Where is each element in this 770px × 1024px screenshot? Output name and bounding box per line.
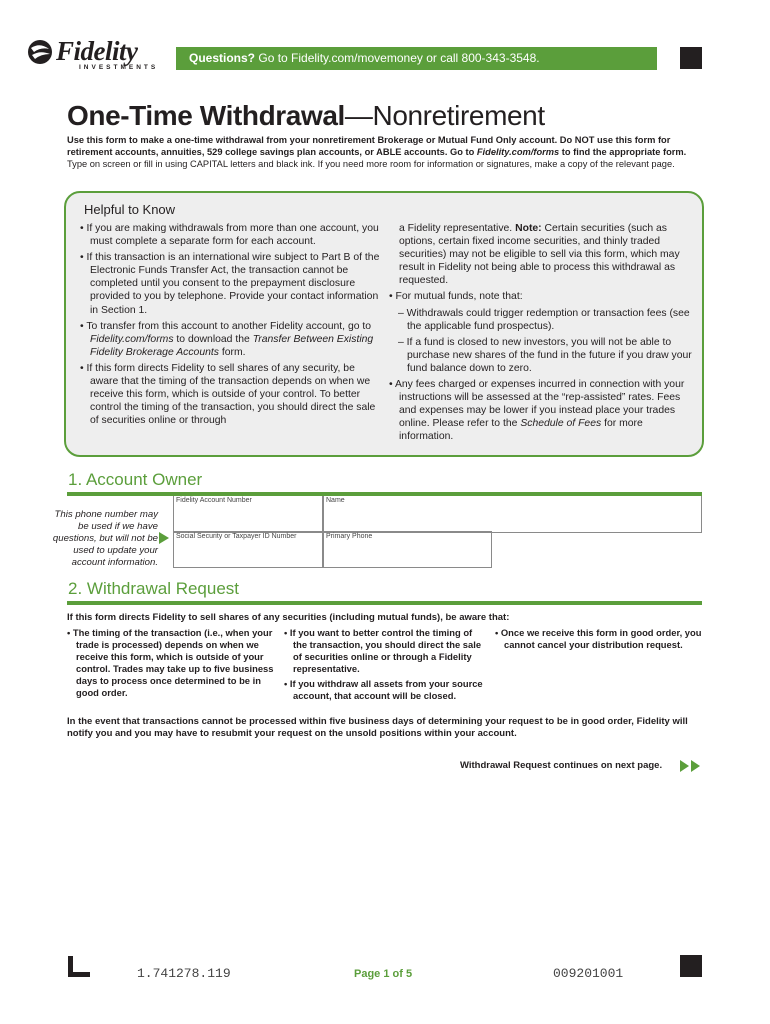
questions-label: Questions?	[189, 51, 256, 65]
helpful-item-transfer: • To transfer from this account to another Fidelity account, go to Fidelity.com/forms to download the Transfer Between Existing Fidelity Brokerage Accounts form.	[80, 320, 374, 358]
name-field[interactable]	[323, 496, 702, 533]
intro-paragraph	[67, 134, 707, 170]
helpful-subitem: – Withdrawals could trigger redemption or transaction fees (see the applicable fund prospectus).	[398, 307, 690, 332]
helpful-subitem: – If a fund is closed to new investors, you will not be able to purchase new shares of the fund in the future if you draw your fund balance down to zero.	[398, 336, 692, 374]
questions-banner	[176, 47, 657, 70]
continues-next-page: Withdrawal Request continues on next page.	[460, 760, 663, 771]
title-dash: —	[344, 100, 373, 131]
title-main: One-Time Withdrawal	[67, 100, 345, 131]
page-title	[67, 100, 545, 132]
primary-phone-label: Primary Phone	[326, 533, 373, 540]
withdrawal-intro: If this form directs Fidelity to sell shares of any securities (including mutual funds), be aware that:	[67, 612, 510, 623]
title-sub: Nonretirement	[372, 100, 545, 131]
transfer-forms-link[interactable]: Fidelity.com/forms	[90, 333, 174, 345]
form-code-right: 009201001	[553, 966, 624, 981]
questions-text: Go to Fidelity.com/movemoney or call 800-343-3548.	[258, 51, 540, 65]
account-number-label: Fidelity Account Number	[176, 497, 252, 504]
helpful-item: • If this form directs Fidelity to sell shares of any security, be aware that the timing of the transaction depends on when we receive this form, which is outside of your control. To better control the timing of the transaction, you should direct the sale of securities online or through	[80, 362, 376, 427]
page-number: Page 1 of 5	[354, 968, 413, 980]
logo-subtitle: INVESTMENTS	[79, 64, 159, 71]
fidelity-logo	[26, 38, 166, 74]
intro-bold: Use this form to make a one-time withdrawal from your nonretirement Brokerage or Mutual Fund Only account. Do NOT use this form for retirement accounts, annuities, 529 college savings plan accounts, or ABLE accounts. Go to	[67, 135, 671, 157]
helpful-item: • For mutual funds, note that:	[389, 291, 523, 303]
ssn-label: Social Security or Taxpayer ID Number	[176, 533, 297, 540]
registration-corner-mark	[68, 956, 90, 977]
phone-side-note: This phone number may be used if we have questions, but will not be used to update your account information.	[52, 509, 158, 568]
withdrawal-item: • Once we receive this form in good order, you cannot cancel your distribution request.	[495, 627, 702, 650]
next-arrow-icon	[680, 760, 689, 772]
registration-mark-top	[680, 47, 702, 69]
withdrawal-item: • If you want to better control the timing of the transaction, you should direct the sale of securities online or through a Fidelity representative.	[284, 627, 482, 674]
helpful-item: • If this transaction is an international wire subject to Part B of the Electronic Funds Transfer Act, the transaction cannot be completed until you consent to the prepayment disclosure provided to you by telephone. Provide your contact information in Section 1.	[80, 252, 380, 316]
withdrawal-event-note: In the event that transactions cannot be processed within five business days of determining your request to be in good order, Fidelity will notify you and you may have to resubmit your request on the unsold positions within your account.	[67, 716, 688, 739]
helpful-heading: Helpful to Know	[84, 202, 176, 217]
intro-normal: Type on screen or fill in using CAPITAL letters and black ink. If you need more room for information or signatures, make a copy of the relevant page.	[67, 159, 675, 169]
helpful-left-column	[80, 222, 380, 430]
helpful-item: • If you are making withdrawals from more than one account, you must complete a separate form for each account.	[80, 223, 379, 248]
intro-forms-link[interactable]: Fidelity.com/forms	[476, 147, 560, 157]
account-number-field[interactable]	[173, 496, 323, 533]
withdrawal-col-3	[495, 627, 705, 654]
withdrawal-item: • The timing of the transaction (i.e., when your trade is processed) depends on when we receive this form, which is outside of your control. Trades may take up to five business days to process once determined to be in good order.	[67, 627, 274, 698]
helpful-right-column	[389, 222, 694, 447]
side-note-arrow-icon	[159, 532, 169, 544]
next-arrow-icon	[691, 760, 700, 772]
withdrawal-col-2	[284, 627, 487, 705]
helpful-item-cont: a Fidelity representative. Note: Certain securities (such as options, certain fixed income securities, and thinly traded securities) may not be eligible to sell via this form, which may result in Fidelity not being able to process this withdrawal as requested.	[399, 223, 680, 287]
withdrawal-col-1	[67, 627, 275, 702]
section-2-rule	[67, 601, 702, 605]
name-label: Name	[326, 497, 345, 504]
logo-wordmark: Fidelity	[56, 36, 138, 66]
logo-globe-icon	[26, 38, 56, 68]
section-2-title: 2. Withdrawal Request	[68, 579, 240, 598]
helpful-item-fees: • Any fees charged or expenses incurred in connection with your instructions will be assessed at the “rep-assisted” rates. Fees and expenses may be lower if you instead place your trades online. Please refer to the Schedule of Fees for more information.	[389, 379, 685, 443]
withdrawal-item: • If you withdraw all assets from your source account, that account will be closed.	[284, 678, 483, 701]
registration-mark-bottom	[680, 955, 702, 977]
section-1-title: 1. Account Owner	[68, 470, 203, 489]
intro-bold-end: to find the appropriate form.	[561, 147, 687, 157]
form-code-left: 1.741278.119	[137, 966, 231, 981]
helpful-to-know-panel	[64, 191, 704, 457]
ssn-field[interactable]	[173, 531, 323, 568]
primary-phone-field[interactable]	[323, 531, 492, 568]
